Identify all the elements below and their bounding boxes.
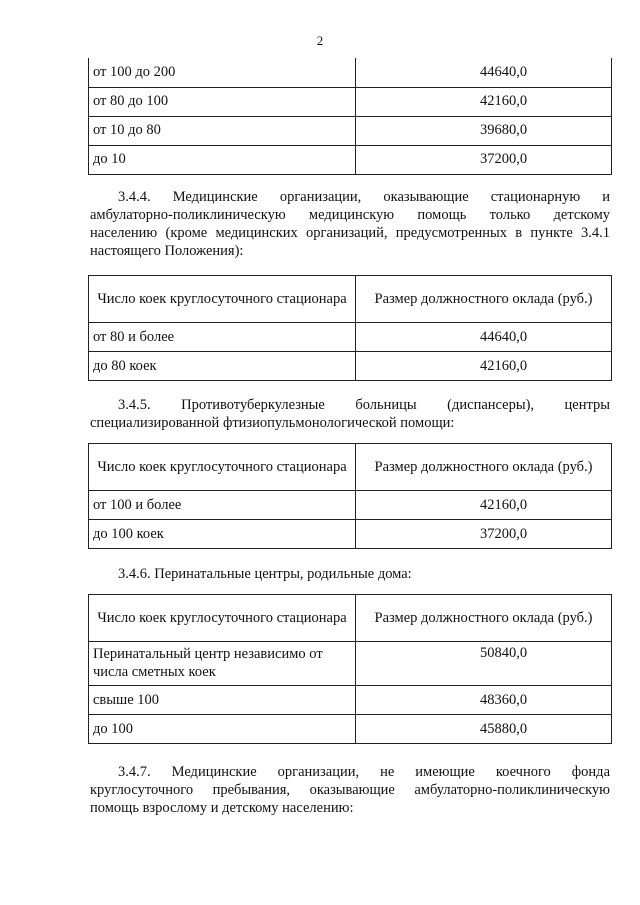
salary-table-tuberculosis <box>88 443 612 549</box>
table-cell-beds: до 100 коек <box>89 520 356 549</box>
column-header-salary: Размер должностного оклада (руб.) <box>356 444 612 491</box>
table-row <box>89 87 612 116</box>
table-row <box>89 520 612 549</box>
table-cell-salary: 37200,0 <box>356 520 612 549</box>
table-cell-beds: от 80 до 100 <box>89 87 356 116</box>
table-cell-salary: 44640,0 <box>356 323 612 352</box>
paragraph-line: настоящего Положения): <box>90 243 244 259</box>
table-cell-beds: от 80 и более <box>89 323 356 352</box>
table-cell-salary: 42160,0 <box>356 352 612 381</box>
paragraph-line: 3.4.7. Медицинские организации, не имеющие коечного фонда <box>118 764 610 780</box>
column-header-beds: Число коек круглосуточного стационара <box>89 595 356 642</box>
table-cell-beds: свыше 100 <box>89 686 356 715</box>
table-cell-beds: от 100 до 200 <box>89 58 356 87</box>
paragraph-line: 3.4.4. Медицинские организации, оказывающие стационарную и <box>118 189 610 205</box>
table-cell-beds: до 100 <box>89 715 356 744</box>
table-row <box>89 642 612 686</box>
table-row <box>89 145 612 174</box>
paragraph-3-4-6 <box>90 565 610 583</box>
table-cell-beds: от 10 до 80 <box>89 116 356 145</box>
table-row <box>89 352 612 381</box>
paragraph-line: 3.4.5. Противотуберкулезные больницы (диспансеры), центры <box>118 397 610 413</box>
salary-table-perinatal <box>88 594 612 744</box>
table-row <box>89 58 612 87</box>
paragraph-3-4-7 <box>90 763 610 817</box>
salary-table-children <box>88 275 612 381</box>
table-cell-beds: до 10 <box>89 145 356 174</box>
paragraph-line: специализированной фтизиопульмонологической помощи: <box>90 415 455 431</box>
table-cell-salary: 48360,0 <box>356 686 612 715</box>
table-header-row <box>89 276 612 323</box>
table-cell-beds: до 80 коек <box>89 352 356 381</box>
paragraph-line: амбулаторно-поликлиническую медицинскую помощь только детскому <box>90 207 610 223</box>
paragraph-line: 3.4.6. Перинатальные центры, родильные дома: <box>118 566 412 582</box>
table-header-row <box>89 444 612 491</box>
table-cell-salary: 44640,0 <box>356 58 612 87</box>
salary-table-continued <box>88 58 612 175</box>
table-cell-salary: 45880,0 <box>356 715 612 744</box>
column-header-salary: Размер должностного оклада (руб.) <box>356 595 612 642</box>
column-header-beds: Число коек круглосуточного стационара <box>89 444 356 491</box>
table-cell-salary: 42160,0 <box>356 491 612 520</box>
page-number: 2 <box>316 33 324 48</box>
table-row <box>89 323 612 352</box>
column-header-salary: Размер должностного оклада (руб.) <box>356 276 612 323</box>
table-cell-salary: 50840,0 <box>356 642 612 686</box>
table-cell-salary: 39680,0 <box>356 116 612 145</box>
table-row <box>89 686 612 715</box>
table-cell-beds: Перинатальный центр независимо от числа сметных коек <box>89 642 356 686</box>
table-row <box>89 491 612 520</box>
table-row <box>89 116 612 145</box>
paragraph-line: круглосуточного пребывания, оказывающие амбулаторно-поликлиническую <box>90 782 610 798</box>
table-cell-salary: 37200,0 <box>356 145 612 174</box>
table-cell-beds: от 100 и более <box>89 491 356 520</box>
paragraph-line: населению (кроме медицинских организаций, предусмотренных в пункте 3.4.1 <box>90 225 610 241</box>
table-row <box>89 715 612 744</box>
table-header-row <box>89 595 612 642</box>
table-cell-salary: 42160,0 <box>356 87 612 116</box>
paragraph-3-4-4 <box>90 188 610 260</box>
column-header-beds: Число коек круглосуточного стационара <box>89 276 356 323</box>
paragraph-line: помощь взрослому и детскому населению: <box>90 800 354 816</box>
paragraph-3-4-5 <box>90 396 610 432</box>
